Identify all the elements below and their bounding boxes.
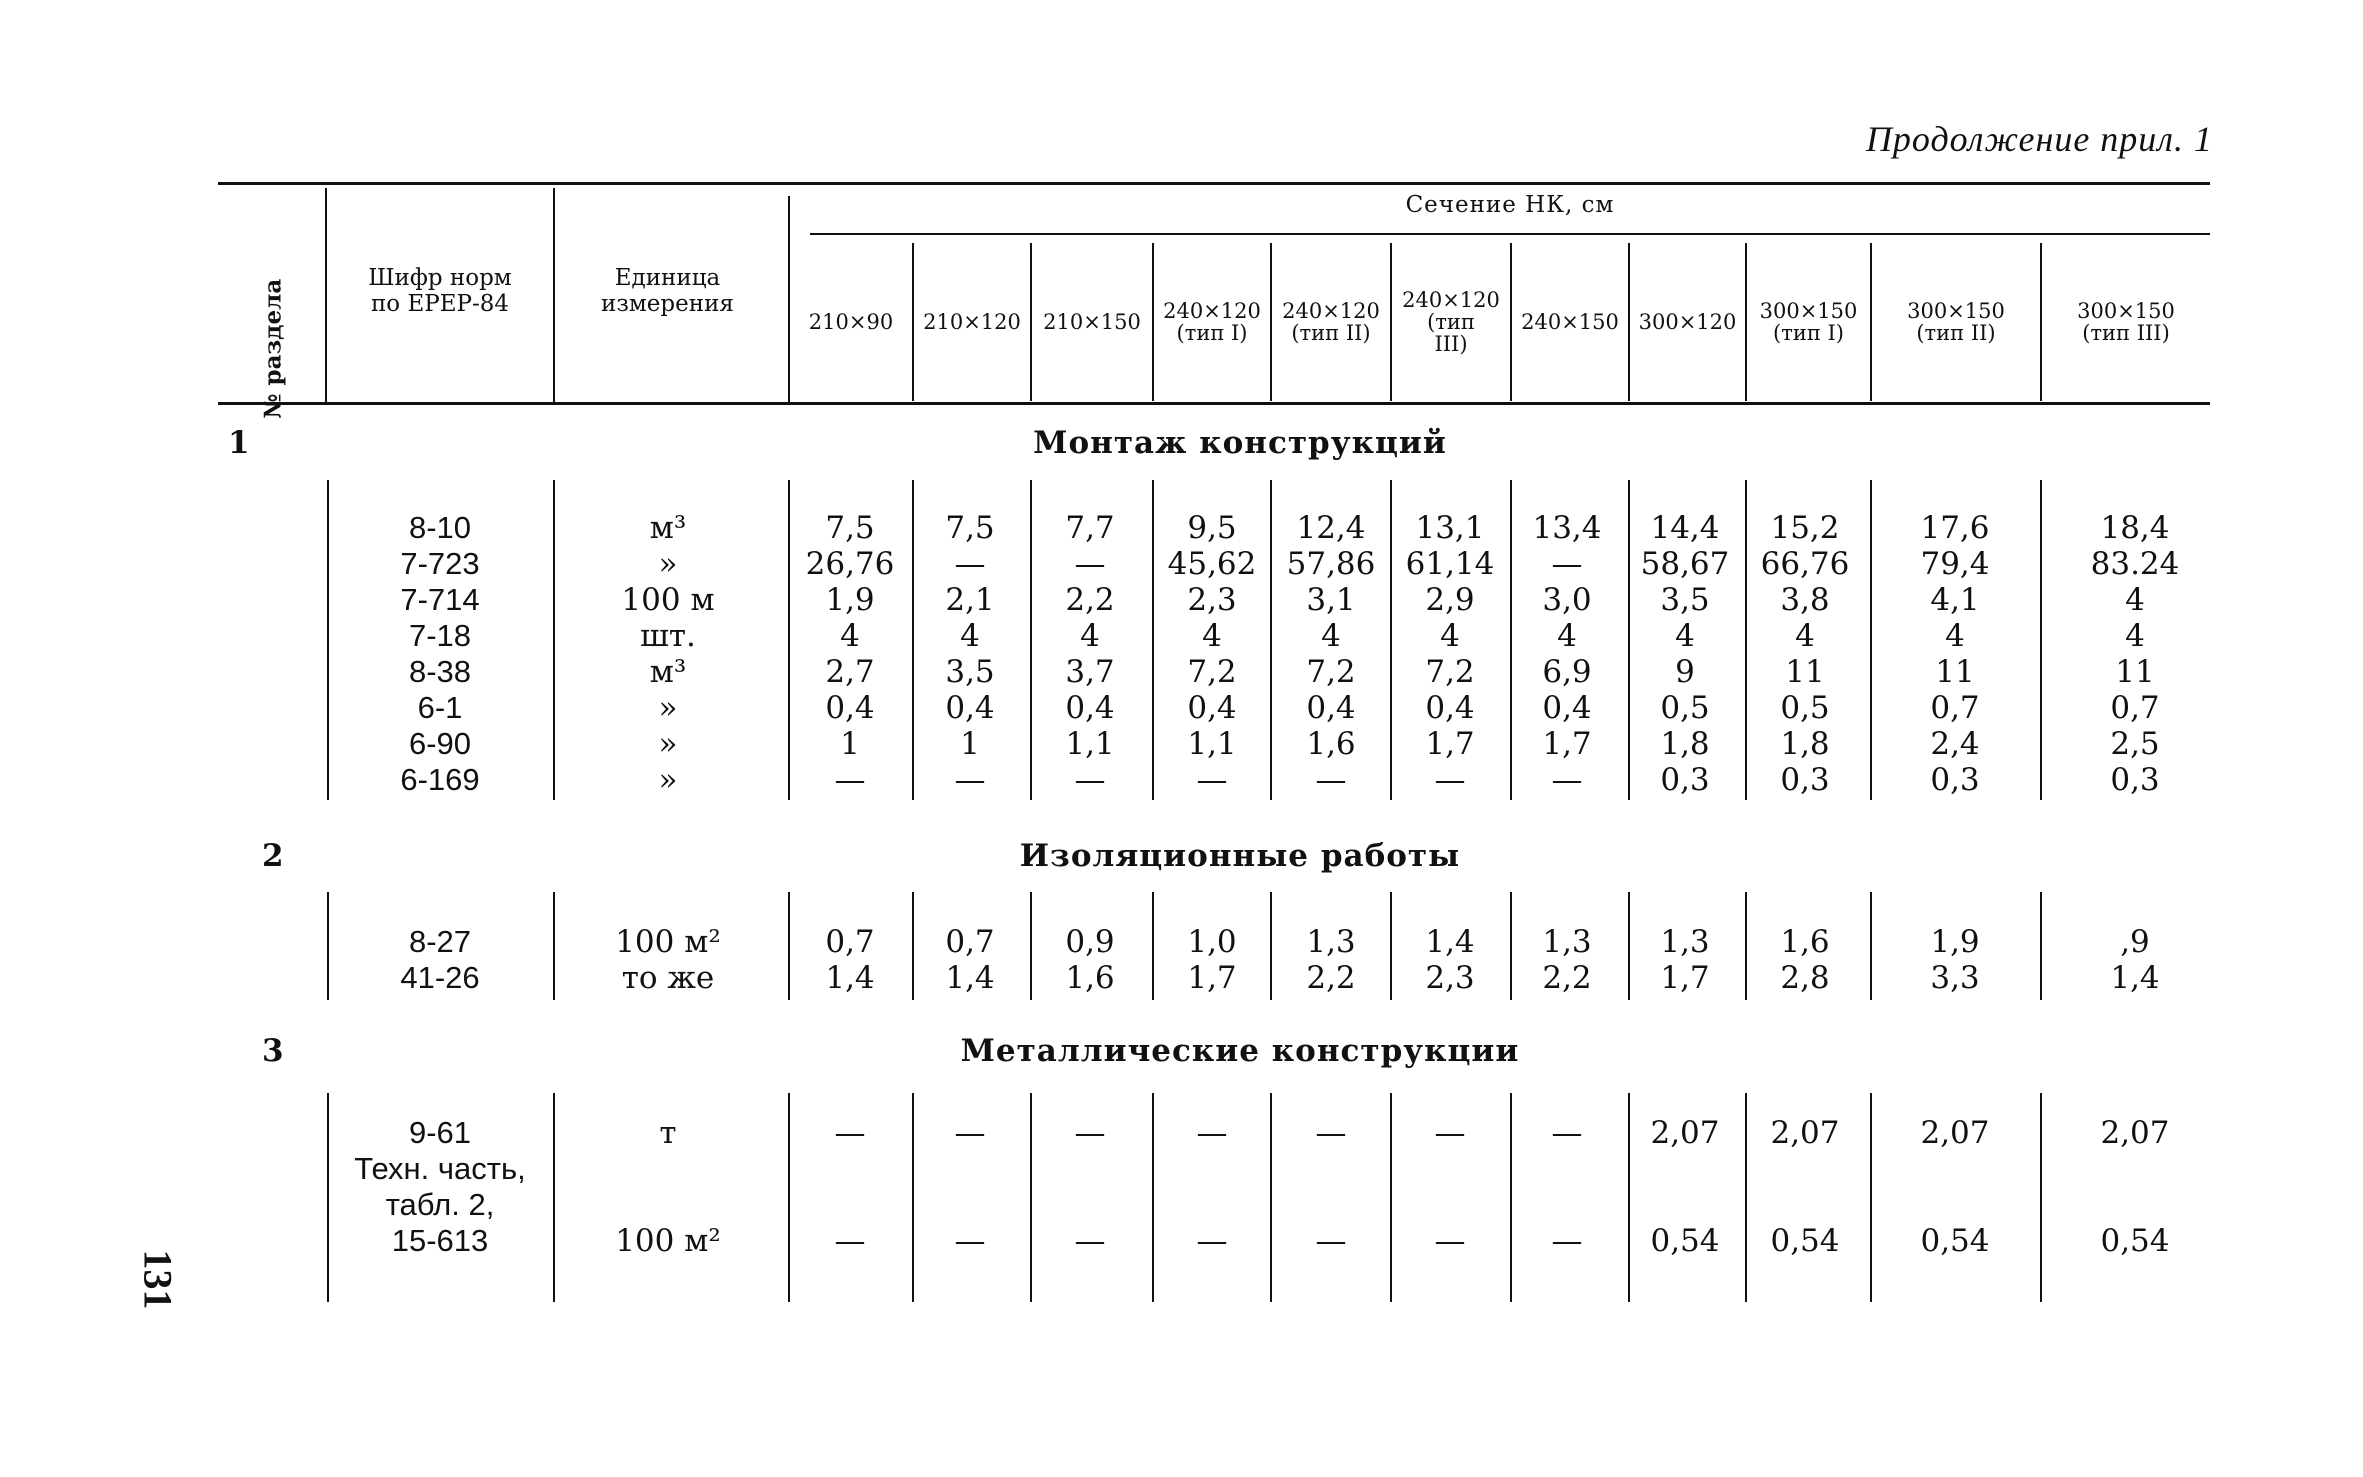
continuation-caption: Продолжение прил. 1: [1865, 119, 2213, 159]
table-cell: 1,6: [1065, 960, 1115, 996]
column-header-line: 240×150: [1521, 310, 1619, 334]
table-cell: 15,2: [1770, 510, 1840, 546]
row-unit: 100 м²: [615, 924, 721, 960]
section-group-rule: [810, 233, 2210, 235]
table-cell: —: [834, 762, 866, 798]
column-header: [1032, 311, 1152, 333]
column-header-line: 210×150: [1043, 310, 1141, 334]
table-cell: —: [1551, 762, 1583, 798]
page-number: 131: [135, 1249, 181, 1310]
table-top-rule: [218, 182, 2210, 185]
row-code: 6-1: [417, 690, 463, 725]
header-bottom-rule: [218, 402, 2210, 405]
row-unit: »: [658, 726, 678, 762]
column-header-line: 210×120: [923, 310, 1021, 334]
table-cell: 7,2: [1187, 654, 1237, 690]
table-cell: —: [1315, 762, 1347, 798]
table-cell: 0,5: [1780, 690, 1830, 726]
table-cell: 0,3: [1660, 762, 1710, 798]
table-cell: 57,86: [1286, 546, 1376, 582]
column-header: [2042, 300, 2210, 344]
table-cell: 3,1: [1306, 582, 1356, 618]
table-cell: 1,4: [2110, 960, 2160, 996]
table-cell: —: [954, 1223, 986, 1259]
column-header-line: 300×120: [1638, 310, 1737, 334]
body-divider: [2040, 892, 2042, 1000]
table-cell: 1: [840, 726, 860, 762]
header-norm-code: [330, 265, 550, 317]
table-cell: 2,07: [2100, 1115, 2170, 1151]
table-cell: 1,7: [1542, 726, 1592, 762]
table-cell: 12,4: [1296, 510, 1366, 546]
table-cell: 3,7: [1065, 654, 1115, 690]
table-cell: 4: [840, 618, 860, 654]
row-code: 6-169: [400, 762, 480, 797]
table-cell: 79,4: [1920, 546, 1990, 582]
row-unit: шт.: [640, 618, 696, 654]
table-cell: 4: [1202, 618, 1222, 654]
table-cell: 14,4: [1650, 510, 1720, 546]
table-cell: 1,1: [1187, 726, 1237, 762]
row-code-line: 15-613: [391, 1223, 489, 1258]
table-cell: 7,7: [1065, 510, 1115, 546]
body-divider: [1870, 1093, 1872, 1302]
table-cell: 1,3: [1542, 924, 1592, 960]
row-code: 7-723: [400, 546, 480, 581]
table-cell: 3,5: [1660, 582, 1710, 618]
row-unit: то же: [621, 960, 715, 996]
section-number: 2: [262, 838, 284, 874]
table-cell: 0,3: [1930, 762, 1980, 798]
row-unit: »: [658, 546, 678, 582]
table-cell: 1,9: [825, 582, 875, 618]
table-cell: 2,2: [1542, 960, 1592, 996]
table-cell: 7,5: [945, 510, 995, 546]
table-cell: 26,76: [805, 546, 895, 582]
table-cell: 1: [960, 726, 980, 762]
column-header: [1512, 311, 1628, 333]
table-cell: 0,4: [1542, 690, 1592, 726]
column-header-line: (тип II): [1916, 321, 1996, 345]
table-cell: 2,9: [1425, 582, 1475, 618]
column-header: [1630, 311, 1745, 333]
table-cell: 1,7: [1660, 960, 1710, 996]
table-cell: 2,4: [1930, 726, 1980, 762]
header-unit: [555, 265, 780, 317]
table-cell: 45,62: [1167, 546, 1257, 582]
table-cell: 0,5: [1660, 690, 1710, 726]
table-cell: 0,4: [945, 690, 995, 726]
table-cell: 3,8: [1780, 582, 1830, 618]
table-cell: 0,54: [2100, 1223, 2170, 1259]
table-cell: 0,54: [1920, 1223, 1990, 1259]
table-cell: 3,3: [1930, 960, 1980, 996]
row-unit: м³: [649, 654, 687, 690]
body-divider: [553, 1093, 555, 1302]
body-divider: [327, 892, 329, 1000]
table-cell: 11: [1785, 654, 1825, 690]
table-cell: 7,5: [825, 510, 875, 546]
table-cell: 7,2: [1306, 654, 1356, 690]
table-cell: 4: [1080, 618, 1100, 654]
table-cell: —: [1074, 1115, 1106, 1151]
table-cell: 4: [2125, 582, 2145, 618]
table-cell: —: [1434, 1223, 1466, 1259]
row-code: 7-714: [400, 582, 480, 617]
table-cell: 4: [1675, 618, 1695, 654]
column-header-line: 240×120: [1282, 299, 1380, 323]
column-header-line: 240×120: [1163, 299, 1261, 323]
table-cell: —: [1551, 1115, 1583, 1151]
table-cell: —: [1315, 1223, 1347, 1259]
table-cell: 1,0: [1187, 924, 1237, 960]
header-section-group: Сечение НК, см: [1405, 192, 1615, 218]
body-divider: [553, 480, 555, 800]
body-divider: [327, 480, 329, 800]
column-header-line: 300×150: [1907, 299, 2005, 323]
table-cell: 1,8: [1660, 726, 1710, 762]
row-code-line: табл. 2,: [385, 1187, 495, 1222]
table-cell: 0,4: [1065, 690, 1115, 726]
row-unit: м³: [649, 510, 687, 546]
section-number: 1: [228, 425, 250, 461]
row-code: 9-61: [408, 1115, 472, 1150]
table-cell: 1,3: [1660, 924, 1710, 960]
table-cell: 4: [1440, 618, 1460, 654]
table-cell: 0,54: [1770, 1223, 1840, 1259]
table-cell: 0,7: [2110, 690, 2160, 726]
table-cell: 3,5: [945, 654, 995, 690]
table-cell: 1,6: [1780, 924, 1830, 960]
column-header: [1154, 300, 1270, 344]
table-cell: 0,4: [825, 690, 875, 726]
row-code: 8-27: [408, 924, 472, 959]
table-cell: 2,1: [945, 582, 995, 618]
header-norm-code-line-2: по ЕРЕР-84: [370, 291, 510, 317]
column-header-line: (тип I): [1773, 321, 1844, 345]
table-cell: —: [1196, 762, 1228, 798]
table-cell: 1,4: [945, 960, 995, 996]
table-cell: —: [1315, 1115, 1347, 1151]
table-cell: 11: [2115, 654, 2155, 690]
section-number: 3: [262, 1033, 284, 1069]
table-cell: 0,4: [1425, 690, 1475, 726]
table-cell: 0,3: [1780, 762, 1830, 798]
row-unit: 100 м: [621, 582, 715, 618]
row-code-line: Техн. часть,: [354, 1151, 526, 1186]
section-title: Монтаж конструкций: [1033, 425, 1447, 461]
table-cell: 0,9: [1065, 924, 1115, 960]
header-unit-line-1: Единица: [614, 265, 721, 291]
column-header: [790, 311, 912, 333]
table-cell: 2,2: [1065, 582, 1115, 618]
table-cell: 13,1: [1415, 510, 1485, 546]
body-divider: [2040, 480, 2042, 800]
header-divider: [325, 188, 327, 402]
row-code: 7-18: [408, 618, 472, 653]
header-norm-code-line-1: Шифр норм: [368, 265, 512, 291]
header-section-no: № раздела: [259, 278, 287, 419]
table-cell: 2,3: [1187, 582, 1237, 618]
table-cell: 2,07: [1650, 1115, 1720, 1151]
table-cell: 1,4: [1425, 924, 1475, 960]
table-cell: 6,9: [1542, 654, 1592, 690]
table-cell: 0,7: [945, 924, 995, 960]
row-unit: »: [658, 690, 678, 726]
table-cell: 1,9: [1930, 924, 1980, 960]
table-cell: 0,3: [2110, 762, 2160, 798]
header-unit-line-2: измерения: [601, 291, 734, 317]
table-cell: 2,7: [825, 654, 875, 690]
column-header: [1392, 289, 1510, 355]
table-cell: 66,76: [1760, 546, 1850, 582]
table-cell: 17,6: [1920, 510, 1990, 546]
table-cell: —: [1551, 546, 1583, 582]
column-header-line: (тип II): [1291, 321, 1371, 345]
table-cell: 4: [1557, 618, 1577, 654]
table-cell: 0,4: [1306, 690, 1356, 726]
table-cell: —: [954, 546, 986, 582]
table-cell: 0,7: [825, 924, 875, 960]
table-cell: —: [1551, 1223, 1583, 1259]
body-divider: [2040, 1093, 2042, 1302]
body-divider: [327, 1093, 329, 1302]
table-cell: 4,1: [1930, 582, 1980, 618]
table-cell: —: [834, 1223, 866, 1259]
table-cell: 3,0: [1542, 582, 1592, 618]
table-cell: —: [1074, 546, 1106, 582]
column-header-line: 240×120: [1402, 288, 1500, 312]
column-header: [1747, 300, 1870, 344]
column-header: [1272, 300, 1390, 344]
table-cell: 2,3: [1425, 960, 1475, 996]
row-unit: 100 м²: [615, 1223, 721, 1259]
row-code: 8-10: [408, 510, 472, 545]
table-cell: 1,3: [1306, 924, 1356, 960]
table-cell: —: [1074, 762, 1106, 798]
section-title: Металлические конструкции: [960, 1033, 1520, 1069]
table-cell: 2,07: [1770, 1115, 1840, 1151]
column-header-line: 300×150: [2077, 299, 2175, 323]
table-cell: 61,14: [1405, 546, 1495, 582]
table-cell: —: [1196, 1223, 1228, 1259]
column-header: [914, 311, 1030, 333]
table-cell: 4: [1795, 618, 1815, 654]
row-code: 41-26: [400, 960, 480, 995]
table-cell: 2,5: [2110, 726, 2160, 762]
table-cell: 1,8: [1780, 726, 1830, 762]
table-cell: 11: [1935, 654, 1975, 690]
table-cell: —: [954, 762, 986, 798]
table-cell: 2,2: [1306, 960, 1356, 996]
row-unit: т: [659, 1115, 677, 1151]
column-header-line: (тип III): [2082, 321, 2170, 345]
column-header-line: 210×90: [808, 310, 894, 334]
table-cell: 1,7: [1425, 726, 1475, 762]
body-divider: [1870, 480, 1872, 800]
table-cell: 9: [1675, 654, 1695, 690]
row-code: 6-90: [408, 726, 472, 761]
table-cell: —: [1196, 1115, 1228, 1151]
table-cell: 1,6: [1306, 726, 1356, 762]
table-cell: 1,4: [825, 960, 875, 996]
table-cell: 4: [2125, 618, 2145, 654]
table-cell: 58,67: [1640, 546, 1730, 582]
table-cell: 0,4: [1187, 690, 1237, 726]
column-header-line: (тип I): [1176, 321, 1248, 345]
column-header: [1872, 300, 2040, 344]
table-cell: 83.24: [2090, 546, 2180, 582]
table-cell: 0,7: [1930, 690, 1980, 726]
table-cell: 1,1: [1065, 726, 1115, 762]
table-cell: 0,54: [1650, 1223, 1720, 1259]
table-cell: 2,07: [1920, 1115, 1990, 1151]
table-cell: 2,8: [1780, 960, 1830, 996]
body-divider: [553, 892, 555, 1000]
table-cell: 9,5: [1187, 510, 1237, 546]
column-header-line: 300×150: [1759, 299, 1858, 323]
column-header-line: (тип: [1427, 310, 1475, 334]
header-divider: [788, 196, 790, 402]
row-unit: »: [658, 762, 678, 798]
row-code: 8-38: [408, 654, 472, 689]
table-cell: —: [1074, 1223, 1106, 1259]
body-divider: [1870, 892, 1872, 1000]
table-cell: —: [834, 1115, 866, 1151]
table-cell: 1,7: [1187, 960, 1237, 996]
table-cell: —: [1434, 1115, 1466, 1151]
table-cell: 18,4: [2100, 510, 2170, 546]
table-cell: 4: [1321, 618, 1341, 654]
table-cell: 4: [960, 618, 980, 654]
table-cell: 13,4: [1532, 510, 1602, 546]
table-cell: 7,2: [1425, 654, 1475, 690]
table-cell: ,9: [2120, 924, 2150, 960]
column-header-line: III): [1434, 332, 1468, 356]
table-cell: 4: [1945, 618, 1965, 654]
table-cell: —: [954, 1115, 986, 1151]
table-cell: —: [1434, 762, 1466, 798]
section-title: Изоляционные работы: [1019, 838, 1461, 874]
